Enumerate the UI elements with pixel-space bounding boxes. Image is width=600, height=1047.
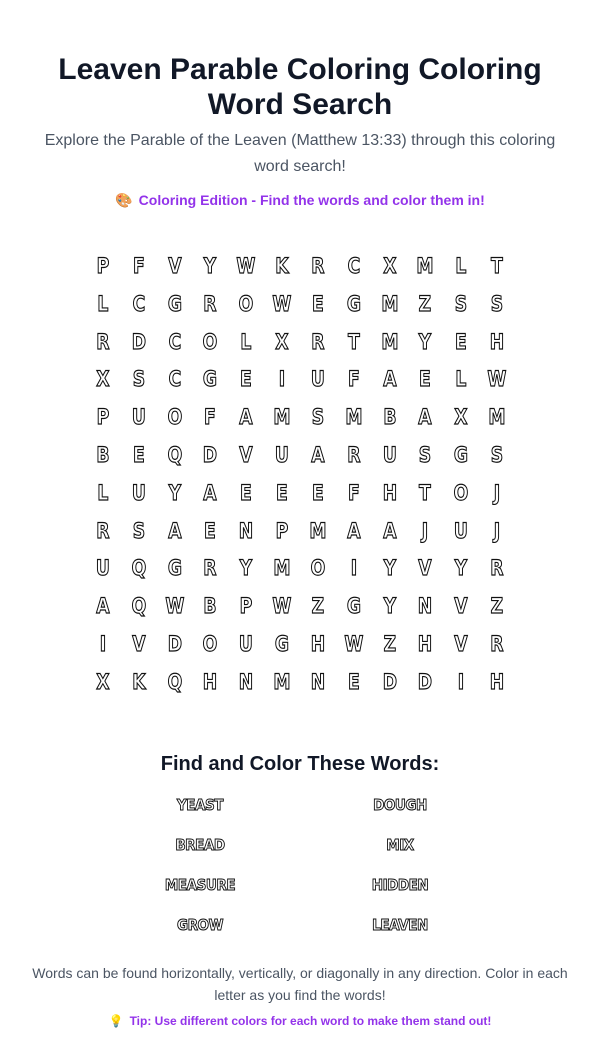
grid-cell[interactable]: E (312, 291, 324, 316)
grid-cell[interactable]: L (455, 367, 467, 392)
grid-cell[interactable]: K (132, 669, 146, 694)
grid-cell[interactable]: S (490, 442, 504, 467)
grid-cell[interactable]: G (167, 556, 182, 581)
grid-cell[interactable]: N (239, 669, 254, 694)
word-list-item: BREAD (175, 835, 225, 854)
grid-cell[interactable]: G (346, 291, 361, 316)
grid-cell[interactable]: I (350, 556, 357, 581)
grid-cell[interactable]: H (489, 329, 505, 354)
grid-cell[interactable]: F (347, 480, 360, 505)
grid-cell[interactable]: C (347, 254, 361, 278)
grid-cell[interactable]: N (310, 669, 326, 694)
grid-cell[interactable]: E (419, 367, 432, 392)
grid-cell[interactable]: N (239, 518, 254, 543)
grid-cell[interactable]: C (132, 291, 146, 316)
grid-cell[interactable]: A (311, 442, 325, 467)
grid-cell[interactable]: W (487, 367, 507, 392)
grid-cell[interactable]: A (418, 405, 433, 430)
grid-cell[interactable]: K (275, 254, 289, 278)
grid-cell[interactable]: Q (131, 556, 147, 581)
tip-banner (20, 1012, 580, 1030)
grid-cell[interactable]: U (382, 442, 397, 467)
grid-cell[interactable]: R (311, 254, 325, 278)
grid-cell[interactable]: Y (454, 556, 468, 581)
grid-cell[interactable]: Z (490, 594, 504, 619)
grid-cell[interactable]: Q (167, 669, 182, 694)
grid-cell[interactable]: L (455, 254, 467, 278)
grid-cell[interactable]: O (167, 405, 182, 430)
grid-cell[interactable]: S (132, 367, 145, 392)
word-list-item: MEASURE (164, 875, 236, 894)
grid-cell[interactable]: F (132, 254, 145, 278)
page-subtitle: Explore the Parable of the Leaven (Matthew 13:33) through this coloring word search! (44, 132, 556, 175)
grid-cell[interactable]: F (347, 367, 360, 392)
grid-cell[interactable]: X (454, 405, 468, 430)
grid-cell[interactable]: W (344, 631, 364, 656)
grid-cell[interactable]: R (96, 329, 110, 354)
grid-cell[interactable]: E (455, 329, 468, 354)
grid-cell[interactable]: X (96, 367, 110, 392)
grid-cell[interactable]: O (310, 556, 326, 581)
grid-cell[interactable]: U (131, 405, 146, 430)
grid-cell[interactable]: V (418, 556, 433, 581)
grid-cell[interactable]: H (310, 631, 326, 656)
grid-cell[interactable]: M (488, 405, 506, 430)
grid-cell[interactable]: N (418, 594, 433, 619)
grid-cell[interactable]: C (168, 329, 181, 354)
grid-cell[interactable]: J (493, 518, 501, 543)
grid-cell[interactable]: U (310, 367, 325, 392)
grid-cell[interactable]: G (203, 367, 218, 392)
grid-cell[interactable]: Q (167, 442, 182, 467)
grid-cell[interactable]: Y (168, 480, 181, 505)
word-list-item: DOUGH (373, 795, 427, 814)
instructions-text: Words can be found horizontally, vertically, or diagonally in any direction. Color in each letter as you find the words! (32, 964, 568, 1003)
grid-cell[interactable]: X (96, 669, 110, 694)
page-title: Leaven Parable Coloring Coloring Word Search (58, 53, 542, 121)
grid-cell[interactable]: A (239, 405, 253, 430)
grid-cell[interactable]: L (97, 291, 109, 316)
grid-cell[interactable]: R (347, 442, 361, 467)
word-list (100, 794, 500, 936)
grid-cell[interactable]: L (240, 329, 252, 354)
grid-cell[interactable]: M (345, 405, 363, 430)
edition-text: Coloring Edition - Find the words and color them in! (138, 192, 485, 208)
grid-cell[interactable]: P (96, 254, 110, 278)
grid-cell[interactable]: B (96, 442, 110, 467)
grid-cell[interactable]: R (203, 556, 218, 581)
grid-cell[interactable]: G (167, 291, 182, 316)
grid-cell[interactable]: M (380, 291, 399, 316)
grid-cell[interactable]: A (347, 518, 361, 543)
grid-cell[interactable]: J (493, 480, 501, 505)
grid-cell[interactable]: H (382, 480, 397, 505)
grid-cell[interactable]: Y (204, 254, 217, 278)
grid-cell[interactable]: U (131, 480, 146, 505)
grid-cell[interactable]: O (203, 631, 218, 656)
grid-cell[interactable]: W (165, 594, 185, 619)
grid-cell[interactable]: Z (311, 594, 325, 619)
grid-cell[interactable]: S (490, 291, 504, 316)
grid-cell[interactable]: E (347, 669, 360, 694)
grid-cell[interactable]: A (382, 367, 397, 392)
grid-cell[interactable]: M (416, 254, 434, 278)
grid-cell[interactable]: I (458, 669, 465, 694)
grid-cell[interactable]: R (490, 556, 504, 581)
grid-cell[interactable]: E (204, 518, 217, 543)
grid-cell[interactable]: Y (419, 329, 432, 354)
grid-cell[interactable]: O (453, 480, 469, 505)
grid-cell[interactable]: S (132, 518, 145, 543)
grid-cell[interactable]: X (382, 254, 397, 278)
grid-cell[interactable]: V (239, 442, 253, 467)
grid-cell[interactable]: H (203, 669, 218, 694)
grid-cell[interactable]: R (203, 291, 218, 316)
grid-cell[interactable]: I (99, 631, 107, 656)
grid-cell[interactable]: U (454, 518, 469, 543)
grid-cell[interactable]: E (312, 480, 324, 505)
grid-cell[interactable]: U (239, 631, 254, 656)
word-list-item: LEAVEN (372, 915, 428, 934)
grid-cell[interactable]: E (276, 480, 288, 505)
grid-cell[interactable]: M (273, 556, 291, 581)
grid-cell[interactable]: P (96, 405, 110, 430)
grid-cell[interactable]: S (311, 405, 325, 430)
grid-cell[interactable]: T (491, 254, 503, 278)
grid-cell[interactable]: U (275, 442, 290, 467)
grid-cell[interactable]: J (422, 518, 429, 543)
word-list-item: HIDDEN (371, 875, 429, 894)
grid-cell[interactable]: A (167, 518, 182, 543)
grid-cell[interactable]: F (204, 405, 217, 430)
word-list-item: YEAST (176, 795, 224, 814)
grid-cell[interactable]: H (418, 631, 433, 656)
grid-cell[interactable]: A (382, 518, 397, 543)
grid-cell[interactable]: T (347, 329, 360, 354)
grid-cell[interactable]: G (346, 594, 361, 619)
lightbulb-icon: 💡 (108, 1013, 124, 1028)
word-list-heading: Find and Color These Words: (160, 752, 440, 775)
grid-cell[interactable]: M (273, 405, 291, 430)
grid-cell[interactable]: T (419, 480, 432, 505)
grid-cell[interactable]: O (238, 291, 254, 316)
grid-cell[interactable]: Y (383, 556, 396, 581)
grid-cell[interactable]: D (382, 669, 397, 694)
grid-cell[interactable]: R (311, 329, 325, 354)
word-list-item: MIX (386, 835, 414, 854)
grid-cell[interactable]: D (418, 669, 433, 694)
grid-cell[interactable]: E (132, 442, 145, 467)
grid-cell[interactable]: S (455, 291, 468, 316)
grid-cell[interactable]: E (240, 480, 253, 505)
edition-banner (20, 190, 580, 210)
grid-cell[interactable]: Y (239, 556, 253, 581)
grid-cell[interactable]: I (278, 367, 286, 392)
grid-cell[interactable]: E (240, 367, 253, 392)
grid-cell[interactable]: M (380, 329, 399, 354)
grid-cell[interactable]: D (167, 631, 182, 656)
grid-cell[interactable]: V (454, 631, 468, 656)
grid-cell[interactable]: V (132, 631, 146, 656)
grid-cell[interactable]: Z (419, 291, 432, 316)
grid-cell[interactable]: A (203, 480, 218, 505)
grid-cell[interactable]: O (203, 329, 218, 354)
grid-cell[interactable]: Q (131, 594, 147, 619)
grid-cell[interactable]: R (490, 631, 504, 656)
grid-cell[interactable]: S (419, 442, 432, 467)
grid-cell[interactable]: R (96, 518, 110, 543)
grid-cell[interactable]: B (203, 594, 217, 619)
grid-cell[interactable]: B (383, 405, 397, 430)
grid-cell[interactable]: W (272, 594, 292, 619)
grid-cell[interactable]: Z (383, 631, 396, 656)
grid-cell[interactable]: Y (383, 594, 396, 619)
grid-cell[interactable]: P (275, 518, 289, 543)
grid-cell[interactable]: W (236, 254, 256, 278)
grid-cell[interactable]: M (273, 669, 291, 694)
grid-cell[interactable]: L (97, 480, 109, 505)
grid-cell[interactable]: D (203, 442, 218, 467)
word-search-grid (85, 252, 515, 696)
grid-cell[interactable]: H (489, 669, 505, 694)
grid-cell[interactable]: X (275, 329, 289, 354)
grid-cell[interactable]: A (96, 594, 110, 619)
grid-cell[interactable]: U (95, 556, 110, 581)
grid-cell[interactable]: D (131, 329, 146, 354)
grid-cell[interactable]: G (454, 442, 469, 467)
grid-cell[interactable]: C (168, 367, 181, 392)
grid-cell[interactable]: G (274, 631, 290, 656)
palette-icon: 🎨 (115, 192, 133, 208)
grid-cell[interactable]: V (454, 594, 468, 619)
tip-text: Tip: Use different colors for each word to make them stand out! (129, 1013, 492, 1028)
grid-cell[interactable]: V (167, 254, 182, 278)
word-list-item: GROW (176, 915, 224, 934)
grid-cell[interactable]: W (272, 291, 292, 316)
grid-cell[interactable]: M (309, 518, 327, 543)
grid-cell[interactable]: P (239, 594, 253, 619)
